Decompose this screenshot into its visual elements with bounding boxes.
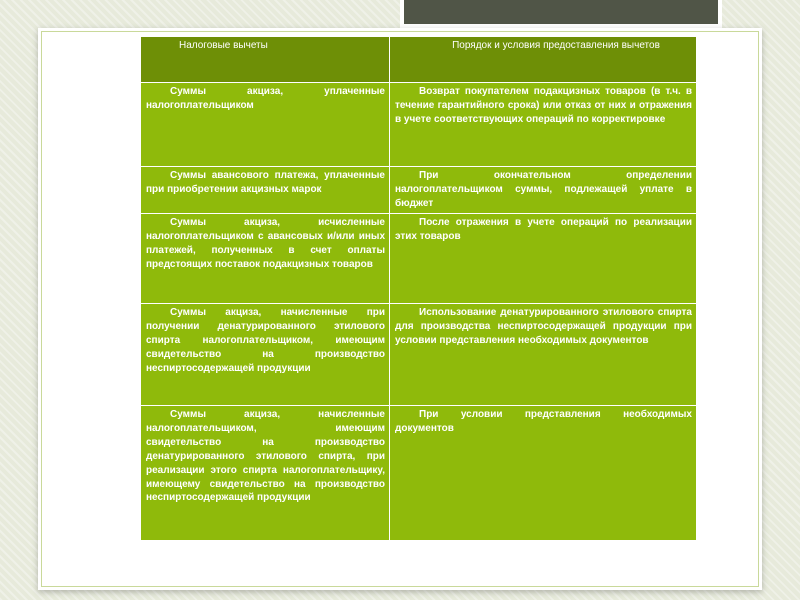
deduction-text: Суммы акциза, исчисленные налогоплательщиком с авансовых и/или иных платежей, полученных в счет оплаты предстоящих поставок подакцизных товаров bbox=[146, 217, 385, 270]
deduction-text: Суммы акциза, уплаченные налогоплательщиком bbox=[146, 86, 385, 111]
condition-text: Возврат покупателем подакцизных товаров (в т.ч. в течение гарантийного срока) или отказ от них и отражения в учете соответствующих операций по корректировке bbox=[395, 86, 692, 125]
deduction-cell bbox=[141, 214, 390, 304]
condition-cell bbox=[390, 406, 697, 541]
deduction-cell bbox=[141, 406, 390, 541]
table-row bbox=[141, 214, 697, 304]
condition-cell bbox=[390, 83, 697, 167]
deduction-cell bbox=[141, 167, 390, 214]
condition-text: Использование денатурированного этилового спирта для производства неспиртосодержащей продукции при условии представления необходимых документов bbox=[395, 307, 692, 346]
condition-cell bbox=[390, 167, 697, 214]
slide bbox=[38, 28, 762, 590]
table-row bbox=[141, 83, 697, 167]
deduction-text: Суммы акциза, начисленные при получении денатурированного этилового спирта налогоплательщиком, имеющим свидетельство на производство неспиртосодержащей продукции bbox=[146, 307, 385, 374]
header-conditions: Порядок и условия предоставления вычетов bbox=[390, 37, 697, 83]
condition-text: После отражения в учете операций по реализации этих товаров bbox=[395, 217, 692, 242]
table-row bbox=[141, 406, 697, 541]
deduction-cell bbox=[141, 83, 390, 167]
table-row bbox=[141, 167, 697, 214]
condition-text: При условии представления необходимых документов bbox=[395, 409, 692, 434]
condition-cell bbox=[390, 214, 697, 304]
top-decor-bar bbox=[400, 0, 722, 28]
condition-cell bbox=[390, 304, 697, 406]
deduction-text: Суммы акциза, начисленные налогоплательщиком, имеющим свидетельство на производство денатурированного этилового спирта, при реализации этого спирта налогоплательщику, имеющему свидетельство на производство неспиртосодержащей продукции bbox=[146, 409, 385, 504]
deduction-cell bbox=[141, 304, 390, 406]
header-tax-deductions: Налоговые вычеты bbox=[141, 37, 390, 83]
condition-text: При окончательном определении налогоплательщиком суммы, подлежащей уплате в бюджет bbox=[395, 170, 692, 209]
table-row bbox=[141, 304, 697, 406]
deductions-table bbox=[140, 36, 697, 541]
table-header-row bbox=[141, 37, 697, 83]
deduction-text: Суммы авансового платежа, уплаченные при приобретении акцизных марок bbox=[146, 170, 385, 195]
